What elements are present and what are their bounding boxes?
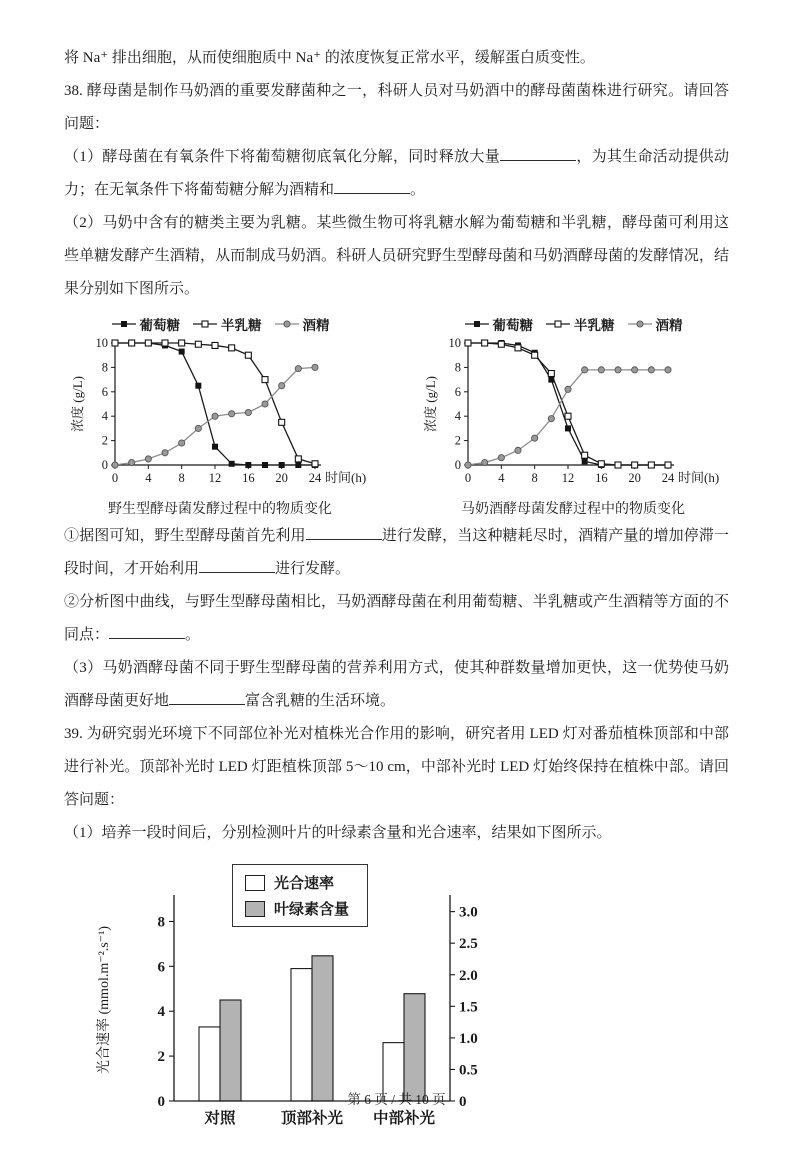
svg-text:6: 6 [101,384,108,399]
legend-label: 半乳糖 [221,318,262,333]
svg-text:24: 24 [661,471,675,485]
legend-item [111,314,181,334]
svg-text:1.5: 1.5 [459,999,478,1016]
svg-text:4: 4 [101,409,108,424]
text-run: 。 [410,182,426,198]
mare-milk-chart-legend [464,314,683,334]
svg-text:4: 4 [498,471,505,485]
question-39-1 [64,817,729,850]
text-run: 进行发酵，当这种糖耗尽时，酒精产量的增加停滞一段时间，才开始利用 [64,528,729,577]
svg-text:8: 8 [454,360,461,375]
svg-text:时间(h): 时间(h) [325,470,367,485]
wild-type-chart-legend [111,314,330,334]
text-run: ①据图可知，野生型酵母菌首先利用 [64,528,306,544]
page-footer: 第 6 页 / 共 10 页 [347,1092,446,1107]
text-run: 39. 为研究弱光环境下不同部位补光对植株光合作用的影响，研究者用 LED 灯对番茄植株顶部和中部进行补光。顶部补光时 LED 灯距植株顶部 5～10 cm，中部补光时 LED 灯始终保持在植株中部。请回答问题： [64,726,729,808]
filled-square-legend-marker-icon [464,318,490,330]
gray-circle-legend-marker-icon [274,318,300,330]
mare-milk-chart-block [417,314,729,518]
svg-text:4: 4 [454,409,461,424]
svg-text:1.0: 1.0 [459,1030,478,1047]
svg-text:10: 10 [95,336,108,350]
text-run: 富含乳糖的生活环境。 [245,693,396,709]
page-content [64,42,729,1156]
svg-text:24: 24 [308,471,322,485]
bar-chart-legend [232,864,368,927]
legend-label: 葡萄糖 [492,318,533,333]
svg-text:光合速率 (mmol.m⁻².s⁻¹): 光合速率 (mmol.m⁻².s⁻¹) [97,925,112,1075]
legend-item [192,314,262,334]
legend-item [627,314,683,334]
filled-square-legend-marker-icon [111,318,137,330]
svg-text:2.5: 2.5 [459,936,478,953]
legend-label: 光合速率 [274,876,335,892]
svg-text:20: 20 [628,471,641,485]
text-run: 将 Na⁺ 排出细胞，从而使细胞质中 Na⁺ 的浓度恢复正常水平，缓解蛋白质变性。 [64,50,595,66]
legend-swatch-icon [245,901,265,917]
answer-blank [169,690,245,705]
svg-text:0: 0 [111,471,119,485]
svg-text:0: 0 [101,458,108,472]
legend-item [245,872,349,893]
svg-text:浓度 (g/L): 浓度 (g/L) [70,376,85,432]
wild-type-line-chart [69,335,371,497]
svg-text:2: 2 [101,433,108,448]
svg-text:12: 12 [208,471,222,485]
svg-text:4: 4 [157,1004,165,1021]
legend-label: 酒精 [655,318,683,333]
svg-text:2: 2 [157,1049,165,1066]
legend-item [464,314,534,334]
svg-text:4: 4 [145,471,152,485]
legend-item [274,314,330,334]
svg-text:2.0: 2.0 [459,967,478,984]
svg-text:16: 16 [595,471,608,485]
text-run: （2）马奶中含有的糖类主要为乳糖。某些微生物可将乳糖水解为葡萄糖和半乳糖，酵母菌可利用这些单糖发酵产生酒精，从而制成马奶酒。科研人员研究野生型酵母菌和马奶酒酵母菌的发酵情况，结果分别如下图所示。 [64,215,729,297]
svg-text:对照: 对照 [204,1110,236,1127]
svg-text:6: 6 [454,384,461,399]
svg-text:0: 0 [459,1094,467,1110]
text-run: ②分析图中曲线，与野生型酵母菌相比，马奶酒酵母菌在利用葡萄糖、半乳糖或产生酒精等方面的不同点： [64,594,729,643]
text-run: （1）酵母菌在有氧条件下将葡萄糖彻底氧化分解，同时释放大量 [64,149,501,165]
question-38-2-sub1 [64,520,729,586]
svg-text:中部补光: 中部补光 [372,1110,436,1127]
legend-label: 酒精 [302,318,330,333]
text-run: ，为其生命活动提供动力；在无氧条件下将葡萄糖分解为酒精和 [64,149,729,198]
svg-text:0: 0 [454,458,461,472]
photosynthesis-bar-chart [84,889,524,1151]
svg-text:时间(h): 时间(h) [678,470,720,485]
svg-text:3.0: 3.0 [459,904,478,921]
open-square-legend-marker-icon [192,318,218,330]
wild-type-chart-block [64,314,376,518]
question-38-2-sub2 [64,586,729,652]
open-square-legend-marker-icon [545,318,571,330]
svg-text:8: 8 [101,360,108,375]
answer-blank [109,624,185,639]
svg-text:2: 2 [454,433,461,448]
svg-text:6: 6 [157,959,165,976]
svg-text:8: 8 [531,471,538,485]
mare-milk-chart-caption: 马奶酒酵母菌发酵过程中的物质变化 [461,502,685,517]
legend-label: 葡萄糖 [139,318,180,333]
text-run: 。 [185,627,201,643]
wild-type-chart-caption: 野生型酵母菌发酵过程中的物质变化 [108,502,332,517]
svg-text:0: 0 [464,471,472,485]
svg-text:8: 8 [178,471,185,485]
text-run: （3）马奶酒酵母菌不同于野生型酵母菌的营养利用方式，使其种群数量增加更快，这一优势使马奶酒酵母菌更好地 [64,660,729,709]
answer-blank [199,558,275,573]
legend-label: 叶绿素含量 [274,902,350,918]
answer-blank [500,146,576,161]
photosynthesis-bar-chart-block [84,864,524,1156]
svg-text:12: 12 [561,471,575,485]
carryover-text [64,42,729,75]
svg-text:8: 8 [157,914,165,931]
answer-blank [306,525,382,540]
svg-text:10: 10 [448,336,461,350]
text-run: 38. 酵母菌是制作马奶酒的重要发酵菌种之一，科研人员对马奶酒中的酵母菌菌株进行研究。请回答问题： [64,83,729,132]
answer-blank [334,179,410,194]
text-run: （1）培养一段时间后，分别检测叶片的叶绿素含量和光合速率，结果如下图所示。 [64,825,612,841]
question-38-3 [64,652,729,718]
question-39-stem [64,718,729,817]
svg-text:浓度 (g/L): 浓度 (g/L) [423,376,438,432]
text-run: 进行发酵。 [275,561,351,577]
legend-label: 半乳糖 [574,318,615,333]
question-38-2 [64,207,729,306]
legend-item [545,314,615,334]
svg-text:0.5: 0.5 [459,1062,478,1079]
svg-text:顶部补光: 顶部补光 [280,1110,344,1127]
fermentation-charts [64,314,729,518]
mare-milk-line-chart [422,335,724,497]
gray-circle-legend-marker-icon [627,318,653,330]
svg-text:16: 16 [242,471,255,485]
svg-text:20: 20 [275,471,288,485]
legend-swatch-icon [245,875,265,891]
question-38-stem [64,75,729,141]
legend-item [245,898,349,919]
svg-text:0: 0 [157,1094,165,1110]
question-38-1 [64,141,729,207]
